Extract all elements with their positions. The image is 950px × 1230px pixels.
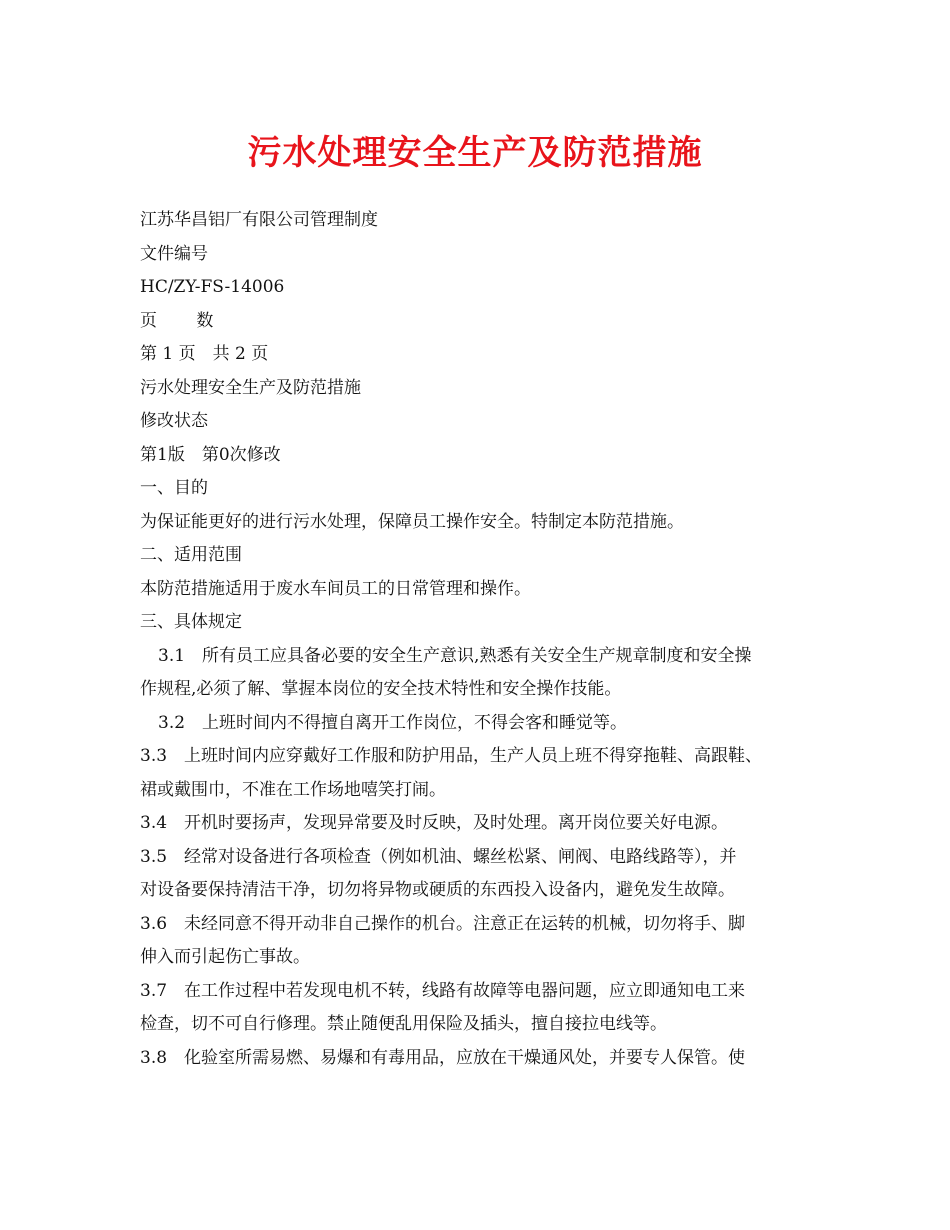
document-line: 作规程,必须了解、掌握本岗位的安全技术特性和安全操作技能。 xyxy=(140,679,622,699)
document-title: 污水处理安全生产及防范措施 xyxy=(247,133,703,173)
document-line: 伸入而引起伤亡事故。 xyxy=(140,947,310,967)
document-line: 为保证能更好的进行污水处理，保障员工操作安全。特制定本防范措施。 xyxy=(140,511,684,532)
document-line: 三、具体规定 xyxy=(140,612,242,632)
document-line: 二、适用范围 xyxy=(140,545,242,565)
document-line: 3.1 所有员工应具备必要的安全生产意识,熟悉有关安全生产规章制度和安全操 xyxy=(158,645,752,666)
document-line: 3.3 上班时间内应穿戴好工作服和防护用品，生产人员上班不得穿拖鞋、高跟鞋、 xyxy=(140,746,763,766)
document-line: 文件编号 xyxy=(140,243,208,264)
document-line: 3.5 经常对设备进行各项检查（例如机油、螺丝松紧、闸阀、电路线路等），并 xyxy=(140,846,737,867)
document-line: 3.2 上班时间内不得擅自离开工作岗位，不得会客和睡觉等。 xyxy=(158,712,628,733)
document-line: 第 1 页 共 2 页 xyxy=(140,344,269,364)
document-line: HC/ZY-FS-14006 xyxy=(140,277,285,297)
document-line: 检查，切不可自行修理。禁止随便乱用保险及插头，擅自接拉电线等。 xyxy=(140,1014,667,1034)
document-line: 对设备要保持清洁干净，切勿将异物或硬质的东西投入设备内，避免发生故障。 xyxy=(140,880,735,900)
document-line: 3.8 化验室所需易燃、易爆和有毒用品，应放在干燥通风处，并要专人保管。使 xyxy=(140,1047,746,1068)
document-line: 修改状态 xyxy=(140,411,208,431)
document-line: 污水处理安全生产及防范措施 xyxy=(140,377,361,398)
document-line: 江苏华昌铝厂有限公司管理制度 xyxy=(140,210,378,230)
document-line: 3.7 在工作过程中若发现电机不转，线路有故障等电器问题，应立即通知电工来 xyxy=(140,980,746,1001)
document-line: 第1版 第0次修改 xyxy=(140,444,281,465)
document-line: 一、目的 xyxy=(140,478,208,498)
document-line: 页 数 xyxy=(140,310,214,331)
document-line: 本防范措施适用于废水车间员工的日常管理和操作。 xyxy=(140,578,531,599)
document-body xyxy=(140,204,840,1075)
document-line: 裙或戴围巾，不准在工作场地嘻笑打闹。 xyxy=(140,779,446,800)
document-line: 3.4 开机时要扬声，发现异常要及时反映，及时处理。离开岗位要关好电源。 xyxy=(140,813,729,833)
document-line: 3.6 未经同意不得开动非自己操作的机台。注意正在运转的机械，切勿将手、脚 xyxy=(140,913,746,934)
